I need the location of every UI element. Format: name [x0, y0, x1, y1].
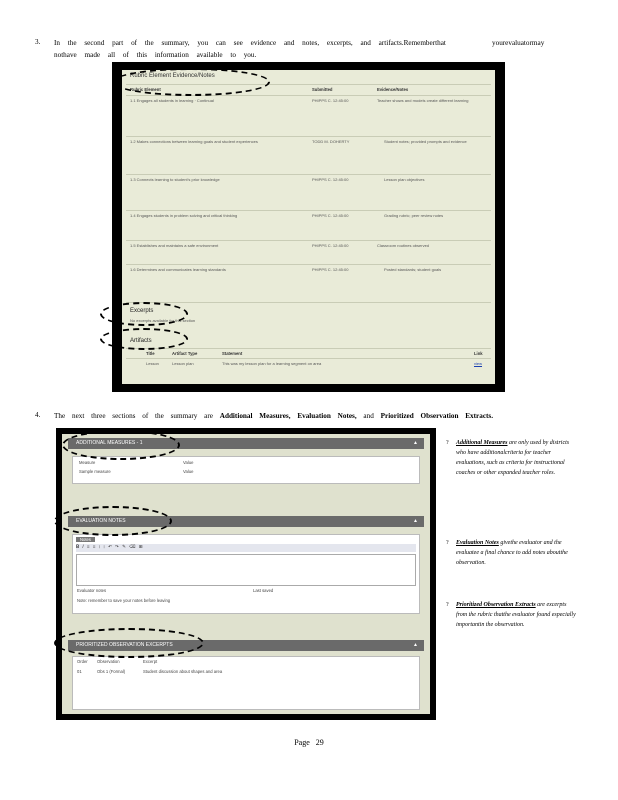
artifact-type: Lesson plan — [172, 361, 194, 366]
section-3-line-1-right: yourevaluatormay — [492, 39, 545, 47]
collapse-icon[interactable]: ▲ — [413, 440, 418, 446]
highlight-oval-artifacts — [100, 328, 188, 350]
rubric-row-notes: Posted standards; student goals — [384, 267, 442, 272]
measures-row-value: Value — [183, 469, 194, 474]
evaluation-notes-bar[interactable]: EVALUATION NOTES — [68, 516, 424, 527]
measures-col-measure: Measure — [79, 460, 96, 465]
excerpts-note: No excerpts available for this section — [130, 318, 196, 323]
col-submitted: Submitted — [312, 87, 333, 92]
section-4-text — [54, 411, 493, 421]
section-4-and: and — [363, 412, 374, 420]
highlight-oval-excerpts — [54, 628, 204, 658]
additional-measures-bar[interactable]: ADDITIONAL MEASURES - 1 — [68, 438, 424, 449]
rubric-row-submitted: PHIPPS C. 12:45:00 — [312, 267, 349, 272]
bullet-title: Evaluation Notes — [456, 540, 499, 546]
excerpts-table — [72, 656, 420, 710]
artifacts-label: Artifacts — [130, 338, 152, 344]
bullet-prioritized-extracts — [446, 600, 576, 630]
editor-toolbar[interactable]: 𝐁 𝐼 ≡ ≡ ⁝ ⁝ ↶ ↷ ✎ ⌫ ⊞ — [76, 544, 416, 552]
rubric-row-element: 1.1 Engages all students in learning · Continual — [130, 98, 214, 103]
artifact-title: Lesson — [146, 361, 159, 366]
excerpt-col-excerpt: Excerpt — [143, 659, 158, 664]
rubric-row-submitted: PHIPPS C. 12:45:00 — [312, 243, 349, 248]
notes-footer-text: Note: remember to save your notes before leaving — [77, 598, 171, 603]
bullet-marker: ? — [446, 602, 449, 608]
measures-table — [72, 456, 420, 484]
notes-editor — [72, 534, 420, 614]
bullet-evaluation-notes — [446, 538, 576, 568]
col-evidence-notes: Evidence/Notes — [377, 87, 409, 92]
rubric-row-element: 1.4 Engages students in problem solving and critical thinking — [130, 213, 238, 218]
bullet-title: Additional Measures — [456, 440, 508, 446]
rubric-heading: Rubric Element Evidence/Notes — [130, 73, 215, 79]
artifact-col-title: Title — [146, 351, 155, 356]
section-3-number: 3. — [35, 38, 41, 46]
rubric-row-notes: Classroom routines observed — [377, 243, 430, 248]
summary-panel — [62, 434, 430, 714]
rubric-row-notes: Teacher shows and models create different learning — [377, 98, 469, 103]
excerpt-col-order: Order — [77, 659, 88, 664]
excerpt-row-order: 01 — [77, 669, 82, 674]
notes-textarea[interactable] — [76, 554, 416, 586]
rubric-row-submitted: PHIPPS C. 12:45:00 — [312, 177, 349, 182]
artifact-col-statement: Statement — [222, 351, 243, 356]
rubric-row-submitted: TODD M. DOHERTY — [312, 139, 350, 144]
measures-col-value: Value — [183, 460, 194, 465]
notes-tab[interactable]: Notes — [76, 537, 95, 542]
rubric-row-notes: Student notes; provided prompts and evidence — [384, 139, 467, 144]
section-4-term-3: Prioritized Observation Extracts. — [380, 412, 494, 420]
section-4-number: 4. — [35, 411, 41, 419]
notes-footer-left: Evaluator notes — [77, 588, 107, 593]
summary-screenshot — [56, 428, 436, 720]
excerpt-row-text: Student discussion about shapes and area — [143, 669, 223, 674]
highlight-oval-excerpts — [100, 302, 188, 326]
excerpts-label: Excerpts — [130, 308, 154, 314]
notes-footer-right: Last saved — [253, 588, 274, 593]
highlight-oval-measures — [62, 430, 180, 460]
bullet-text: are excerpts from the rubric thatthe evaluator found especially importantin the observation. — [456, 602, 576, 628]
excerpt-col-observation: Observation — [97, 659, 120, 664]
rubric-row-notes: Grading rubric; peer review notes — [384, 213, 444, 218]
highlight-oval-notes — [54, 506, 172, 536]
bullet-additional-measures — [446, 438, 576, 478]
col-rubric-element: Rubric Element — [130, 87, 161, 92]
section-4-term-2: Evaluation Notes, — [297, 412, 357, 420]
bullet-text: givethe evaluator and the evaluatee a final chance to add notes aboutthe observation. — [456, 540, 568, 566]
rubric-row-submitted: PHIPPS C. 12:45:00 — [312, 213, 349, 218]
bullet-marker: ? — [446, 440, 449, 446]
artifact-statement: This was my lesson plan for a learning segment on area — [222, 361, 322, 366]
artifact-col-type: Artifact Type — [172, 351, 198, 356]
rubric-row-element: 1.2 Makes connections between learning goals and student experiences — [130, 139, 258, 144]
rubric-row-element: 1.3 Connects learning to student's prior knowledge — [130, 177, 220, 182]
section-3-line-1: In the second part of the summary, you can see evidence and notes, excerpts, and artifacts.Rememberthat — [54, 39, 446, 47]
collapse-icon[interactable]: ▲ — [413, 518, 418, 524]
rubric-row-element: 1.5 Establishes and maintains a safe environment — [130, 243, 219, 248]
rubric-row-submitted: PHIPPS C. 12:45:00 — [312, 98, 349, 103]
artifact-col-link: Link — [474, 351, 483, 356]
page-number: Page 29 — [294, 738, 324, 747]
measures-row-name: Sample measure — [79, 469, 111, 474]
section-4-term-1: Additional Measures, — [219, 412, 291, 420]
rubric-row-element: 1.6 Determines and communicates learning standards — [130, 267, 226, 272]
collapse-icon[interactable]: ▲ — [413, 642, 418, 648]
artifact-link[interactable]: view — [474, 361, 483, 366]
section-3-line-2: nothave made all of this information available to you. — [54, 51, 257, 59]
rubric-row-notes: Lesson plan objectives — [384, 177, 425, 182]
excerpt-row-observation: Obs 1 (Formal) — [97, 669, 126, 674]
highlight-oval-rubric — [112, 68, 270, 96]
prioritized-excerpts-bar[interactable]: PRIORITIZED OBSERVATION EXCERPTS — [68, 640, 424, 651]
bullet-title: Prioritized Observation Extracts — [456, 602, 536, 608]
bullet-text: are only used by districts who have additionalcriteria for teacher evaluations, such as criteria for instructional coaches or other expanded teacher roles. — [456, 440, 570, 476]
bullet-marker: ? — [446, 540, 449, 546]
section-4-intro: The next three sections of the summary are — [54, 412, 213, 420]
